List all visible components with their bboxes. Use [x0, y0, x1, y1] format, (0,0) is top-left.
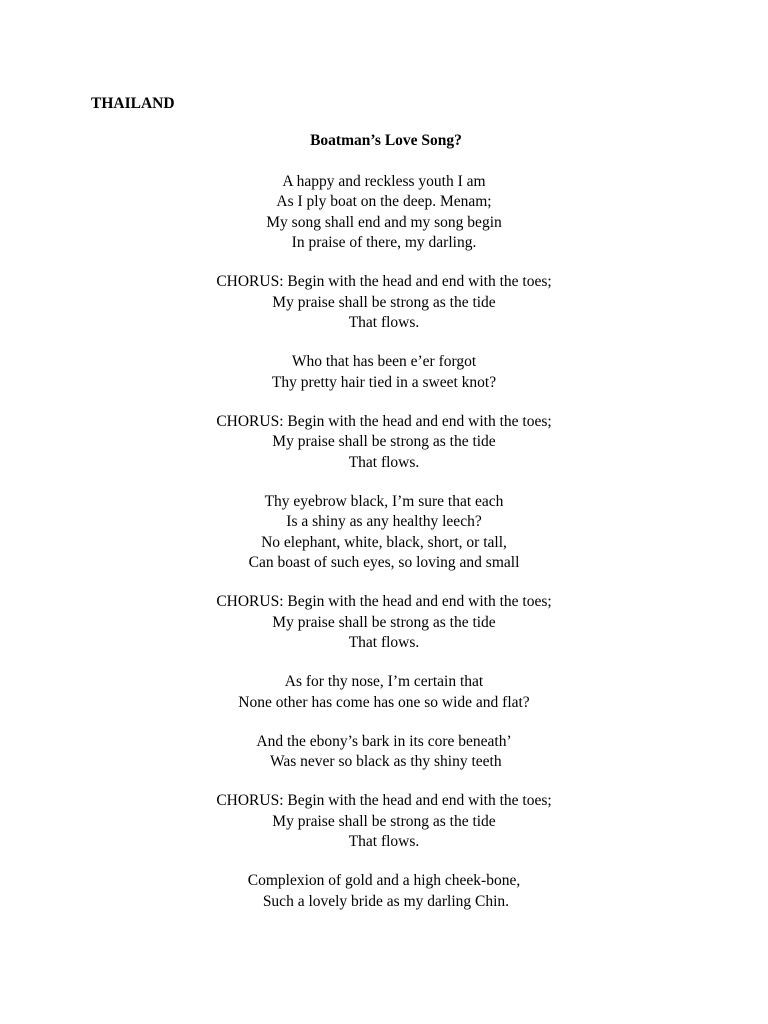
verse-stanza — [0, 871, 768, 912]
poem-line: That flows. — [348, 314, 420, 331]
poem — [0, 131, 768, 931]
poem-line: My praise shall be strong as the tide — [272, 293, 496, 311]
poem-line: My praise shall be strong as the tide — [272, 613, 496, 631]
poem-line: A happy and reckless youth I am — [282, 172, 486, 190]
chorus-stanza — [0, 412, 768, 474]
poem-line: Is a shiny as any healthy leech? — [286, 513, 482, 530]
poem-line: Complexion of gold and a high cheek-bone, — [247, 872, 521, 889]
poem-line: That flows. — [348, 634, 420, 651]
verse-stanza — [0, 672, 768, 713]
poem-line: Can boast of such eyes, so loving and small — [248, 554, 520, 571]
poem-line: No elephant, white, black, short, or tall, — [261, 533, 507, 551]
poem-line: Thy pretty hair tied in a sweet knot? — [271, 373, 497, 391]
verse-stanza — [0, 352, 768, 393]
poem-line: My praise shall be strong as the tide — [272, 812, 496, 830]
poem-line: Who that has been e’er forgot — [291, 353, 477, 370]
poem-line: Thy eyebrow black, I’m sure that each — [264, 492, 504, 510]
poem-line: CHORUS: Begin with the head and end with the toes; — [216, 412, 552, 430]
poem-line: My song shall end and my song begin — [266, 213, 502, 231]
poem-line: None other has come has one so wide and flat? — [238, 693, 530, 711]
poem-line: In praise of there, my darling. — [291, 234, 477, 251]
poem-line: As for thy nose, I’m certain that — [284, 673, 484, 690]
verse-stanza — [0, 172, 768, 254]
verse-stanza — [0, 732, 768, 773]
stanza-list — [0, 172, 768, 913]
poem-line: That flows. — [348, 833, 420, 850]
poem-line: As I ply boat on the deep. Menam; — [276, 193, 492, 210]
song-title: Boatman’s Love Song? — [310, 132, 462, 149]
poem-line: My praise shall be strong as the tide — [272, 433, 496, 450]
chorus-stanza — [0, 791, 768, 853]
chorus-stanza — [0, 592, 768, 654]
poem-line: That flows. — [348, 453, 420, 471]
poem-line: CHORUS: Begin with the head and end with the toes; — [216, 792, 552, 809]
poem-line: CHORUS: Begin with the head and end with the toes; — [216, 593, 552, 610]
poem-line: And the ebony’s bark in its core beneath’ — [256, 732, 512, 750]
verse-stanza — [0, 492, 768, 574]
poem-line: CHORUS: Begin with the head and end with the toes; — [216, 273, 552, 290]
country-heading: THAILAND — [91, 95, 175, 112]
chorus-stanza — [0, 272, 768, 334]
poem-line: Such a lovely bride as my darling Chin. — [258, 892, 510, 910]
poem-line: Was never so black as thy shiny teeth — [266, 753, 502, 770]
